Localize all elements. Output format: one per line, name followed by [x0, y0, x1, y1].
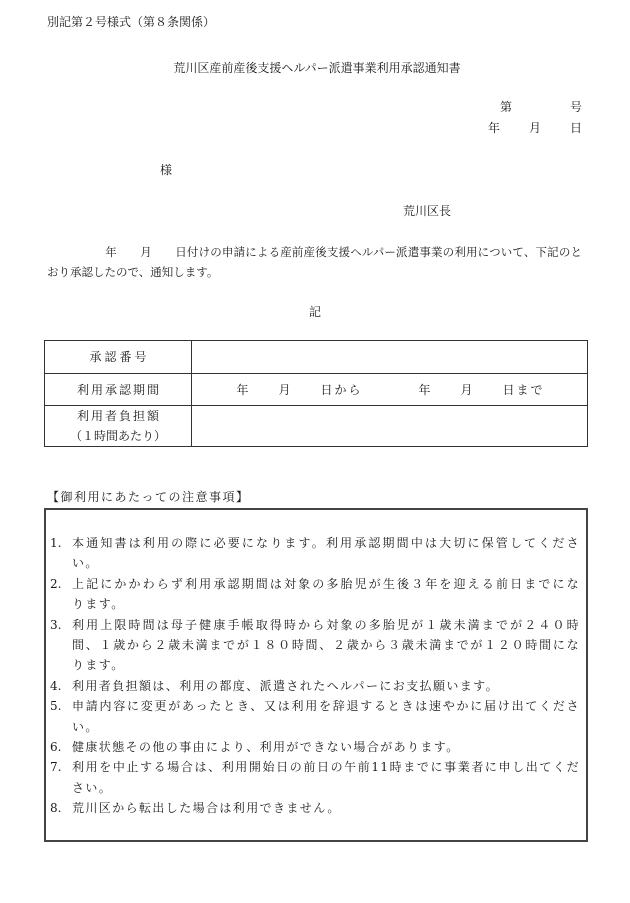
body-line: おり承認したので、通知します。 — [47, 265, 219, 279]
recipient-honorific: 様 — [160, 163, 173, 177]
user-charge-sublabel: （１時間あたり） — [69, 429, 166, 443]
list-item — [50, 676, 580, 696]
list-item — [50, 737, 580, 757]
user-charge-label-cell — [45, 406, 192, 447]
date-day-label: 日 — [570, 121, 583, 135]
list-item-line: い。 — [72, 556, 99, 571]
list-item-text — [72, 696, 580, 737]
list-item-line: ります。 — [72, 658, 125, 673]
list-item — [50, 798, 580, 818]
date-month-label: 月 — [529, 121, 542, 135]
list-item-line: 利用上限時間は母子健康手帳取得時から対象の多胎児が１歳未満までが２４０時 — [72, 617, 580, 632]
ki-heading: 記 — [308, 305, 321, 319]
form-label: 別記第２号様式（第８条関係） — [47, 15, 216, 29]
approval-period-value: 年 月 日から 年 月 日まで — [236, 382, 545, 397]
list-item-number: 1. — [50, 536, 62, 550]
document-title: 荒川区産前産後支援ヘルパー派遣事業利用承認通知書 — [173, 61, 461, 75]
list-item-text — [72, 533, 580, 574]
list-item-text — [72, 574, 580, 615]
approval-number-label: 承認番号 — [89, 350, 150, 364]
list-item-number: 8. — [50, 801, 62, 816]
document-date-line — [0, 120, 630, 136]
list-item-line: 荒川区から転出した場合は利用できません。 — [72, 801, 341, 816]
list-item-number: 7. — [50, 760, 62, 775]
list-item-line: 上記にかかわらず利用承認期間は対象の多胎児が生後３年を迎える前日までにな — [72, 576, 580, 591]
list-item-line: 本通知書は利用の際に必要になります。利用承認期間中は大切に保管してくださ — [72, 536, 580, 550]
list-item-line: 申請内容に変更があったとき、又は利用を辞退するときは速やかに届け出てくださ — [72, 699, 580, 714]
list-item-line: さい。 — [72, 780, 113, 795]
body-line: 年 月 日付けの申請による産前産後支援ヘルパー派遣事業の利用について、下記のと — [47, 245, 582, 259]
approval-number-value-cell — [192, 341, 588, 374]
approval-period-label-cell — [45, 374, 192, 406]
list-item-line: ります。 — [72, 597, 125, 612]
list-item — [50, 757, 580, 798]
list-item-number: 5. — [50, 699, 62, 714]
list-item-number: 2. — [50, 576, 62, 591]
user-charge-value-cell — [192, 406, 588, 447]
user-charge-label: 利用者負担額 — [76, 409, 161, 423]
body-paragraph — [47, 242, 582, 282]
list-item-line: い。 — [72, 719, 99, 734]
notes-box — [44, 508, 588, 842]
list-item-text — [72, 737, 580, 757]
notes-heading: 【御利用にあたっての注意事項】 — [47, 490, 250, 504]
table-row-approval-period — [45, 374, 588, 406]
list-item-text — [72, 615, 580, 676]
document-number-prefix: 第 — [500, 100, 513, 114]
list-item-line: 間、１歳から２歳未満までが１８０時間、２歳から３歳未満までが１２０時間にな — [72, 638, 580, 653]
approval-number-label-cell — [45, 341, 192, 374]
list-item-number: 3. — [50, 617, 62, 632]
issuer-name: 荒川区長 — [403, 204, 452, 218]
date-year-label: 年 — [488, 121, 501, 135]
list-item-line: 利用を中止する場合は、利用開始日の前日の午前11時までに事業者に申し出てくだ — [72, 760, 580, 775]
document-number-line — [0, 99, 630, 115]
approval-period-label: 利用承認期間 — [76, 382, 161, 397]
list-item-line: 利用者負担額は、利用の都度、派遣されたヘルパーにお支払願います。 — [72, 678, 500, 693]
list-item-text — [72, 798, 580, 818]
approval-table — [44, 340, 588, 447]
list-item — [50, 574, 580, 615]
list-item-text — [72, 676, 580, 696]
list-item — [50, 533, 580, 574]
list-item-line: 健康状態その他の事由により、利用ができない場合があります。 — [72, 740, 460, 755]
table-row-user-charge — [45, 406, 588, 447]
list-item — [50, 696, 580, 737]
list-item-number: 6. — [50, 740, 62, 755]
list-item — [50, 615, 580, 676]
table-row-approval-number — [45, 341, 588, 374]
document-number-suffix: 号 — [570, 100, 583, 114]
list-item-number: 4. — [50, 678, 62, 693]
list-item-text — [72, 757, 580, 798]
approval-period-value-cell — [192, 374, 588, 406]
